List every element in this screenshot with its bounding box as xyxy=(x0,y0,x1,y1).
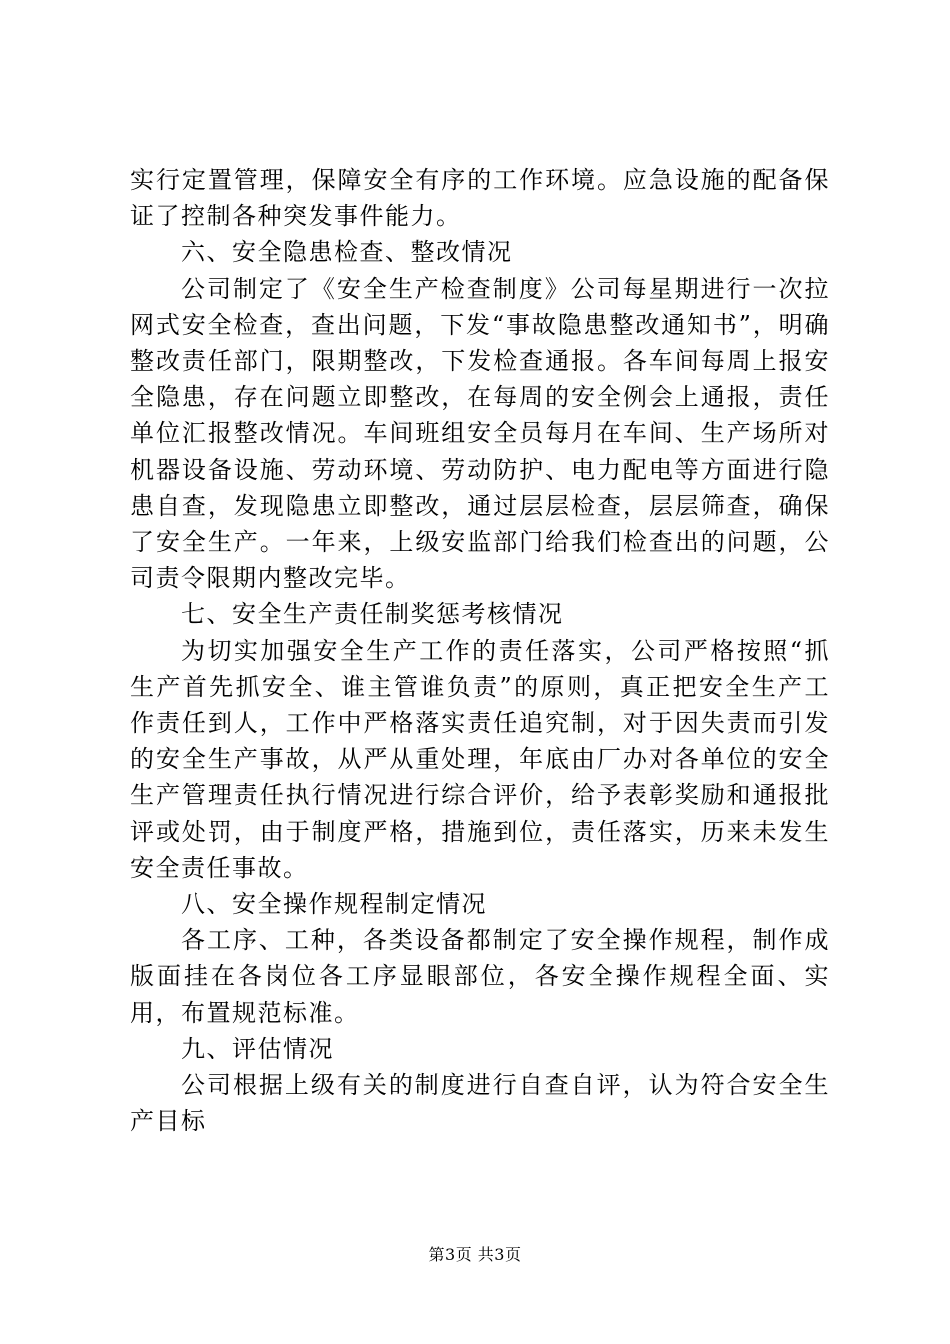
paragraph-hazard-inspection: 公司制定了《安全生产检查制度》公司每星期进行一次拉网式安全检查，查出问题，下发“事故隐患整改通知书”，明确整改责任部门，限期整改，下发检查通报。各车间每周上报安全隐患，存在问题立即整改，在每周的安全例会上通报，责任单位汇报整改情况。车间班组安全员每月在车间、生产场所对机器设备设施、劳动环境、劳动防护、电力配电等方面进行隐患自查，发现隐患立即整改，通过层层检查，层层筛查，确保了安全生产。一年来，上级安监部门给我们检查出的问题，公司责令限期内整改完毕。 xyxy=(130,274,830,593)
paragraph-responsibility: 为切实加强安全生产工作的责任落实，公司严格按照“抓生产首先抓安全、谁主管谁负责”的原则，真正把安全生产工作责任到人，工作中严格落实责任追究制，对于因失责而引发的安全生产事故，从严从重处理，年底由厂办对各单位的安全生产管理责任执行情况进行综合评价，给予表彰奖励和通报批评或处罚，由于制度严格，措施到位，责任落实，历来未发生安全责任事故。 xyxy=(130,636,830,882)
section-heading-6: 六、安全隐患检查、整改情况 xyxy=(181,238,513,267)
page-footer: 第3页 共3页 xyxy=(428,1245,522,1264)
paragraph-operating-rules: 各工序、工种，各类设备都制定了安全操作规程，制作成版面挂在各岗位各工序显眼部位，各安全操作规程全面、实用，布置规范标准。 xyxy=(130,926,830,1027)
section-heading-8: 八、安全操作规程制定情况 xyxy=(181,890,487,919)
paragraph-continuation: 实行定置管理，保障安全有序的工作环境。应急设施的配备保证了控制各种突发事件能力。 xyxy=(130,166,830,231)
paragraph-assessment: 公司根据上级有关的制度进行自查自评，认为符合安全生产目标 xyxy=(130,1071,830,1136)
document-body xyxy=(130,162,830,1139)
section-heading-7: 七、安全生产责任制奖惩考核情况 xyxy=(181,600,564,629)
section-heading-9: 九、评估情况 xyxy=(181,1034,334,1063)
